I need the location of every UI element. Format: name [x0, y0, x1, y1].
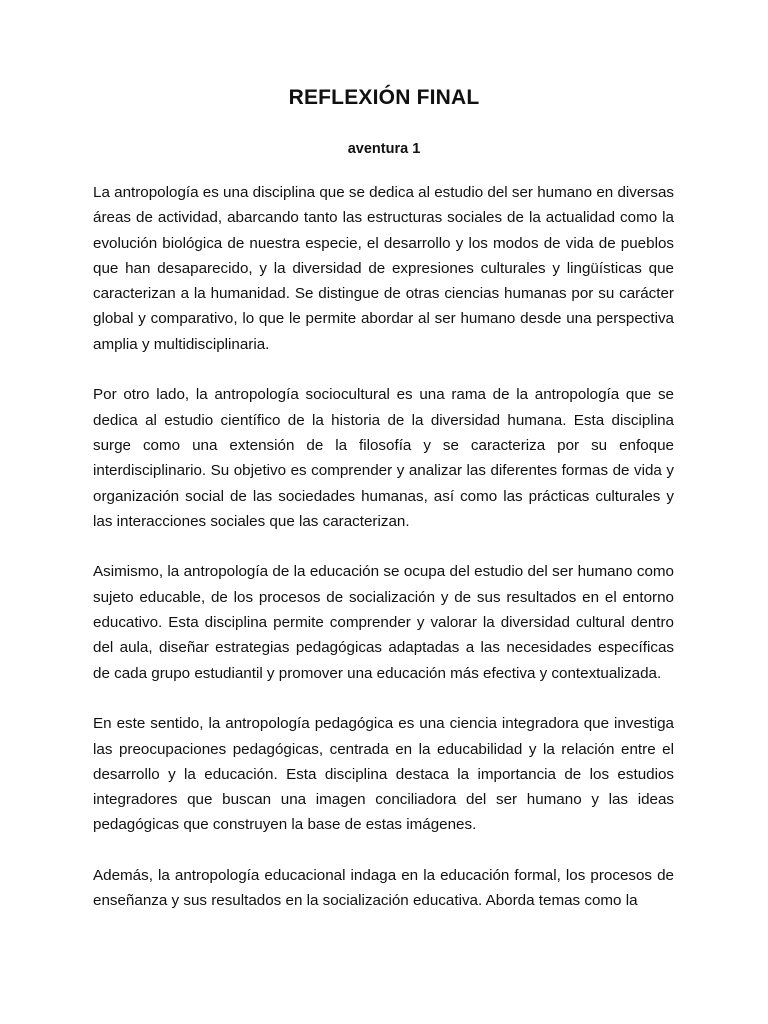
paragraph-5: Además, la antropología educacional indaga en la educación formal, los procesos de enseñanza y sus resultados en la socialización educativa. Aborda temas como la — [93, 867, 674, 910]
paragraph-3: Asimismo, la antropología de la educación se ocupa del estudio del ser humano como sujeto educable, de los procesos de socialización y de sus resultados en el entorno educativo. Esta disciplina permite comprender y valorar la diversidad cultural dentro del aula, diseñar estrategias pedagógicas adaptadas a las necesidades específicas de cada grupo estudiantil y promover una educación más efectiva y contextualizada. — [93, 563, 674, 682]
document-body — [93, 180, 674, 939]
paragraph-4: En este sentido, la antropología pedagógica es una ciencia integradora que investiga las preocupaciones pedagógicas, centrada en la educabilidad y la relación entre el desarrollo y la educación. Esta disciplina destaca la importancia de los estudios integradores que buscan una imagen conciliadora del ser humano y las ideas pedagógicas que construyen la base de estas imágenes. — [93, 715, 674, 834]
page-subtitle: aventura 1 — [347, 141, 421, 157]
paragraph-1: La antropología es una disciplina que se dedica al estudio del ser humano en diversas áreas de actividad, abarcando tanto las estructuras sociales de la actualidad como la evolución biológica de nuestra especie, el desarrollo y los modos de vida de pueblos que han desaparecido, y la diversidad de expresiones culturales y lingüísticas que caracterizan a la humanidad. Se distingue de otras ciencias humanas por su carácter global y comparativo, lo que le permite abordar al ser humano desde una perspectiva amplia y multidisciplinaria. — [93, 184, 674, 353]
paragraph-2: Por otro lado, la antropología sociocultural es una rama de la antropología que se dedica al estudio científico de la historia de la diversidad humana. Esta disciplina surge como una extensión de la filosofía y se caracteriza por su enfoque interdisciplinario. Su objetivo es comprender y analizar las diferentes formas de vida y organización social de las sociedades humanas, así como las prácticas culturales y las interacciones sociales que las caracterizan. — [93, 386, 674, 530]
page-title: REFLEXIÓN FINAL — [288, 86, 480, 109]
